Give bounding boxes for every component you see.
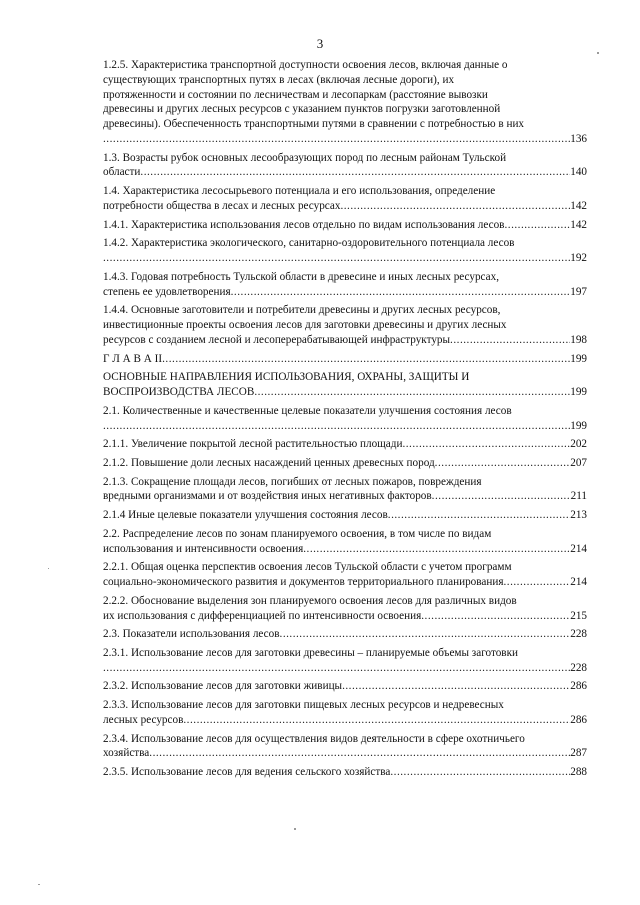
toc-entry bbox=[103, 151, 587, 181]
dot-leader bbox=[231, 285, 571, 300]
toc-entry-text: 1.4.2. Характеристика экологического, санитарно-оздоровительного потенциала лесов bbox=[103, 237, 515, 250]
toc-entry-text: 2.3.4. Использование лесов для осуществления видов деятельности в сфере охотничьего bbox=[103, 732, 525, 745]
dot-leader bbox=[342, 679, 570, 694]
page-number: 3 bbox=[316, 36, 324, 51]
dot-leader bbox=[503, 575, 570, 590]
toc-page-number: 286 bbox=[570, 680, 587, 693]
toc-entry-leader-line bbox=[103, 199, 587, 214]
toc-entry-text: хозяйства bbox=[103, 747, 150, 760]
toc-entry-text: вредными организмами и от воздействия иных негативных факторов bbox=[103, 490, 432, 503]
toc-entry-text: 2.2.1. Общая оценка перспектив освоения лесов Тульской области с учетом программ bbox=[103, 561, 512, 574]
toc-entry-leader-line bbox=[103, 385, 587, 400]
toc-entry-text: потребности общества в лесах и лесных ресурсах bbox=[103, 199, 341, 212]
toc-entry-text: 2.3.3. Использование лесов для заготовки пищевых лесных ресурсов и недревесных bbox=[103, 699, 504, 712]
toc-page-number: 288 bbox=[570, 766, 587, 779]
dot-leader bbox=[254, 385, 570, 400]
toc-entry-text: 2.1.3. Сокращение площади лесов, погибших от лесных пожаров, повреждения bbox=[103, 475, 482, 488]
dot-leader bbox=[103, 661, 570, 676]
toc-page-number: 213 bbox=[570, 509, 587, 522]
toc-page-number: 287 bbox=[570, 747, 587, 760]
toc-entry-text: 2.1.2. Повышение доли лесных насаждений ценных древесных пород bbox=[103, 456, 435, 469]
toc-entry bbox=[103, 679, 587, 694]
toc-page-number: 286 bbox=[570, 713, 587, 726]
toc-entry-leader-line bbox=[103, 713, 587, 728]
toc-entry-text: 1.4.4. Основные заготовители и потребители древесины и других лесных ресурсов, bbox=[103, 304, 501, 317]
toc-entry-text: 1.3. Возрасты рубок основных лесообразующих пород по лесным районам Тульской bbox=[103, 151, 507, 164]
toc-entry-text: древесины и других лесных ресурсов с указанием пунктов погрузки заготовленной bbox=[103, 103, 501, 116]
toc-entry-text: ОСНОВНЫЕ НАПРАВЛЕНИЯ ИСПОЛЬЗОВАНИЯ, ОХРАНЫ, ЗАЩИТЫ И bbox=[103, 371, 470, 384]
toc-entry-text: 1.2.5. Характеристика транспортной доступности освоения лесов, включая данные о bbox=[103, 59, 508, 71]
toc-entry-leader-line bbox=[103, 352, 587, 367]
toc-entry bbox=[103, 508, 587, 523]
dot-leader bbox=[162, 352, 570, 367]
toc-entry-text: протяженности и состоянии по лесничествам и лесопаркам (расстояние вывозки bbox=[103, 88, 488, 101]
toc-entry bbox=[103, 698, 587, 728]
toc-page-number: 140 bbox=[570, 166, 587, 179]
toc-entry-leader-line bbox=[103, 285, 587, 300]
toc-entry-text: ресурсов с созданием лесной и лесоперерабатывающей инфраструктуры bbox=[103, 333, 451, 346]
toc-entry bbox=[103, 270, 587, 300]
toc-entry bbox=[103, 184, 587, 214]
dot-leader bbox=[432, 489, 571, 504]
toc-entry-text: 2.3.1. Использование лесов для заготовки древесины – планируемые объемы заготовки bbox=[103, 646, 518, 659]
toc-page-number: 202 bbox=[570, 438, 587, 451]
dot-leader bbox=[450, 333, 570, 348]
toc-page-number: 211 bbox=[570, 490, 587, 503]
dot-leader bbox=[402, 437, 570, 452]
toc-entry-leader-line bbox=[103, 437, 587, 452]
toc-entry-text: инвестиционные проекты освоения лесов для заготовки древесины и других лесных bbox=[103, 319, 507, 332]
toc-entry-text: существующих транспортных путях в лесах (включая лесные дороги), их bbox=[103, 73, 455, 86]
toc-entry-text: древесины). Обеспеченность транспортными путями в сравнении с потребностью в них bbox=[103, 118, 525, 131]
toc-page-number: 192 bbox=[570, 252, 587, 265]
toc-entry bbox=[103, 560, 587, 590]
toc-entry-text: ВОСПРОИЗВОДСТВА ЛЕСОВ bbox=[103, 386, 255, 399]
toc-entry bbox=[103, 475, 587, 505]
toc-entry-text: социально-экономического развития и документов территориального планирования bbox=[103, 576, 504, 589]
toc-entry bbox=[103, 58, 587, 147]
toc-page-number: 142 bbox=[570, 218, 587, 231]
toc-entry-leader-line bbox=[103, 251, 587, 266]
scan-mark bbox=[597, 52, 599, 54]
toc-entry-leader-line bbox=[103, 542, 587, 557]
toc-page-number: 228 bbox=[570, 628, 587, 641]
toc-entry-leader-line bbox=[103, 132, 587, 147]
toc-entry-text: 2.3.2. Использование лесов для заготовки живицы bbox=[103, 680, 343, 693]
toc-entry-leader-line bbox=[103, 333, 587, 348]
scan-mark bbox=[294, 828, 296, 830]
dot-leader bbox=[340, 199, 570, 214]
scan-mark bbox=[48, 568, 49, 569]
toc-entry-leader-line bbox=[103, 165, 587, 180]
toc-page-number: 142 bbox=[570, 199, 587, 212]
dot-leader bbox=[435, 456, 571, 471]
toc-entry-text: их использования с дифференциацией по интенсивности освоения bbox=[103, 609, 422, 622]
toc-page-number: 197 bbox=[570, 285, 587, 298]
toc-entry bbox=[103, 732, 587, 762]
dot-leader bbox=[421, 609, 570, 624]
toc-entry-text: 2.2. Распределение лесов по зонам планируемого освоения, в том числе по видам bbox=[103, 527, 492, 540]
dot-leader bbox=[103, 419, 570, 434]
toc-page-number: 215 bbox=[570, 609, 587, 622]
toc-entry-leader-line bbox=[103, 218, 587, 233]
toc-page-number: 214 bbox=[570, 542, 587, 555]
toc-page-number: 199 bbox=[570, 419, 587, 432]
toc-entry-text: 2.1.4 Иные целевые показатели улучшения состояния лесов bbox=[103, 509, 388, 522]
toc-entry bbox=[103, 218, 587, 233]
dot-leader bbox=[280, 627, 571, 642]
dot-leader bbox=[388, 508, 570, 523]
toc-page-number: 214 bbox=[570, 576, 587, 589]
toc-entry-text: 2.2.2. Обоснование выделения зон планируемого освоения лесов для различных видов bbox=[103, 594, 517, 607]
toc-page-number: 199 bbox=[570, 386, 587, 399]
toc-entry bbox=[103, 594, 587, 624]
toc-entry bbox=[103, 404, 587, 434]
toc-entry-text: степень ее удовлетворения bbox=[103, 285, 231, 298]
toc-entry-leader-line bbox=[103, 661, 587, 676]
table-of-contents bbox=[103, 58, 587, 784]
toc-entry-leader-line bbox=[103, 609, 587, 624]
toc-page-number: 207 bbox=[570, 456, 587, 469]
toc-entry bbox=[103, 370, 587, 400]
toc-page-number: 198 bbox=[570, 333, 587, 346]
toc-entry bbox=[103, 303, 587, 347]
toc-page-number: 136 bbox=[570, 132, 587, 145]
dot-leader bbox=[103, 132, 570, 147]
dot-leader bbox=[390, 765, 570, 780]
dot-leader bbox=[103, 251, 570, 266]
toc-entry bbox=[103, 627, 587, 642]
toc-entry-text: 2.3.5. Использование лесов для ведения сельского хозяйства bbox=[103, 766, 391, 779]
toc-entry-text: 1.4. Характеристика лесосырьевого потенциала и его использования, определение bbox=[103, 185, 496, 198]
dot-leader bbox=[504, 218, 570, 233]
toc-entry bbox=[103, 352, 587, 367]
toc-entry-text: 1.4.1. Характеристика использования лесов отдельно по видам использования лесов bbox=[103, 218, 505, 231]
toc-entry-leader-line bbox=[103, 489, 587, 504]
toc-entry bbox=[103, 646, 587, 676]
toc-entry bbox=[103, 236, 587, 266]
dot-leader bbox=[149, 746, 570, 761]
toc-entry-text: 2.1.1. Увеличение покрытой лесной растительностью площади bbox=[103, 438, 403, 451]
toc-page-number: 228 bbox=[570, 661, 587, 674]
scan-mark bbox=[38, 884, 40, 885]
toc-entry-leader-line bbox=[103, 746, 587, 761]
toc-entry-leader-line bbox=[103, 508, 587, 523]
toc-entry-leader-line bbox=[103, 765, 587, 780]
toc-entry-leader-line bbox=[103, 456, 587, 471]
toc-entry bbox=[103, 765, 587, 780]
toc-page-number: 199 bbox=[570, 352, 587, 365]
toc-entry-text: области bbox=[103, 166, 141, 179]
toc-entry bbox=[103, 437, 587, 452]
dot-leader bbox=[140, 165, 570, 180]
toc-entry-leader-line bbox=[103, 419, 587, 434]
toc-entry-text: 1.4.3. Годовая потребность Тульской области в древесине и иных лесных ресурсах, bbox=[103, 270, 499, 283]
toc-entry-text: использования и интенсивности освоения bbox=[103, 542, 304, 555]
toc-entry-text: 2.3. Показатели использования лесов bbox=[103, 628, 280, 641]
dot-leader bbox=[183, 713, 570, 728]
toc-entry-text: 2.1. Количественные и качественные целевые показатели улучшения состояния лесов bbox=[103, 404, 512, 417]
dot-leader bbox=[303, 542, 570, 557]
toc-entry-leader-line bbox=[103, 627, 587, 642]
toc-entry bbox=[103, 456, 587, 471]
toc-entry-text: Г Л А В А II bbox=[103, 352, 163, 365]
toc-entry-leader-line bbox=[103, 679, 587, 694]
toc-entry-leader-line bbox=[103, 575, 587, 590]
toc-entry bbox=[103, 527, 587, 557]
toc-entry-text: лесных ресурсов bbox=[103, 713, 184, 726]
